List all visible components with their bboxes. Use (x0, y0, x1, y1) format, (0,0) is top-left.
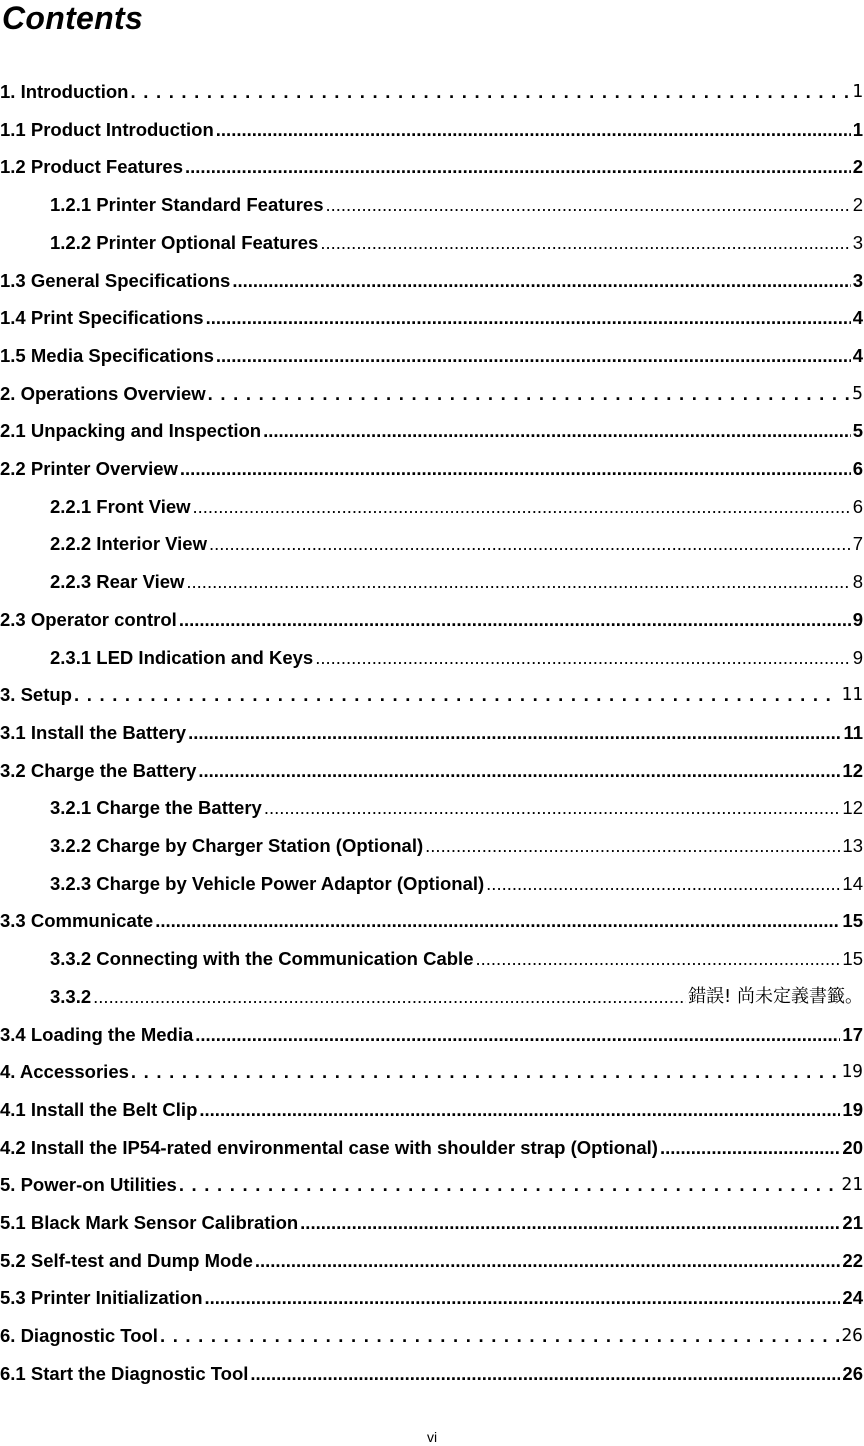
toc-entry[interactable] (0, 718, 864, 748)
toc-entry[interactable] (0, 77, 864, 107)
toc-entry-label: 4.1 Install the Belt Clip (0, 1098, 198, 1120)
toc-entry-page: 4 (852, 307, 863, 329)
toc-entry-page: 5 (852, 382, 863, 404)
toc-entry-label: 2.2.1 Front View (50, 495, 191, 517)
toc-entry-label: 2.2 Printer Overview (0, 458, 178, 479)
toc-entry[interactable] (0, 982, 864, 1012)
toc-entry-label: 2.1 Unpacking and Inspection (0, 420, 262, 442)
toc-entry[interactable] (0, 266, 864, 296)
dot-leader (300, 1208, 840, 1238)
toc-entry-page: 1 (852, 118, 863, 140)
dot-leader (216, 341, 851, 371)
dot-leader (326, 190, 851, 220)
toc-entry-label: 1.5 Media Specifications (0, 344, 214, 366)
toc-entry[interactable] (0, 831, 864, 861)
toc-entry-label: 6.1 Start the Diagnostic Tool (0, 1362, 249, 1384)
dot-leader (263, 416, 851, 446)
toc-entry[interactable] (0, 529, 864, 559)
toc-entry-label: 3.2.1 Charge the Battery (50, 797, 262, 819)
toc-entry-page: 22 (842, 1249, 863, 1271)
toc-entry-label: 3.3 Communicate (0, 910, 154, 932)
dot-leader (320, 228, 850, 258)
toc-entry-page: 24 (842, 1287, 863, 1309)
dot-leader (93, 982, 686, 1012)
toc-entry-page: 9 (852, 608, 863, 630)
toc-entry-label: 3.3.2 (50, 985, 92, 1007)
toc-entry[interactable] (0, 303, 864, 333)
toc-entry-label: 1.3 General Specifications (0, 269, 231, 291)
toc-entry[interactable] (0, 1246, 864, 1276)
toc-entry-page: 19 (841, 1061, 863, 1083)
dot-leader (130, 77, 850, 107)
toc-entry[interactable] (0, 944, 864, 974)
toc-entry[interactable] (0, 379, 864, 409)
toc-entry-page: 26 (842, 1362, 863, 1384)
toc-entry-page: 17 (842, 1023, 863, 1045)
toc-entry-page: 7 (852, 533, 863, 555)
toc-entry[interactable] (0, 454, 864, 484)
toc-entry-label: 4. Accessories (0, 1061, 129, 1083)
toc-entry-page: 21 (841, 1174, 863, 1196)
bookmark-error-text: 錯誤! 尚未定義書籤。 (688, 985, 863, 1007)
toc-entry-page: 5 (852, 420, 863, 442)
toc-entry[interactable] (0, 1133, 864, 1163)
dot-leader (155, 906, 840, 936)
toc-entry-label: 1.1 Product Introduction (0, 118, 214, 140)
dot-leader (180, 454, 851, 484)
toc-entry-label: 3.2 Charge the Battery (0, 759, 197, 781)
toc-entry-label: 3.4 Loading the Media (0, 1023, 194, 1045)
toc-entry[interactable] (0, 1095, 864, 1125)
toc-entry-page: 19 (842, 1098, 863, 1120)
dot-leader (425, 831, 840, 861)
dot-leader (188, 718, 841, 748)
toc-entry[interactable] (0, 1321, 864, 1351)
toc-entry-label: 1.4 Print Specifications (0, 307, 204, 329)
dot-leader (250, 1359, 840, 1389)
page-number-footer: vi (426, 1429, 438, 1445)
toc-entry[interactable] (0, 1057, 864, 1087)
toc-entry[interactable] (0, 1208, 864, 1238)
dot-leader (264, 793, 841, 823)
dot-leader (179, 1170, 840, 1200)
dot-leader (193, 492, 851, 522)
dot-leader (179, 605, 851, 635)
toc-entry-page: 3 (852, 269, 863, 291)
toc-entry[interactable] (0, 869, 864, 899)
toc-entry-page: 3 (852, 231, 863, 253)
toc-entry[interactable] (0, 416, 864, 446)
toc-entry-label: 2.3 Operator control (0, 608, 177, 630)
toc-entry-page: 8 (852, 571, 863, 593)
toc-entry-page: 12 (842, 797, 863, 819)
dot-leader (232, 266, 850, 296)
toc-entry-page: 13 (842, 835, 863, 856)
toc-entry-label: 5.2 Self-test and Dump Mode (0, 1249, 253, 1271)
toc-entry[interactable] (0, 756, 864, 786)
toc-entry-page: 20 (842, 1136, 863, 1158)
toc-entry-label: 2.3.1 LED Indication and Keys (50, 646, 314, 668)
dot-leader (160, 1321, 839, 1351)
toc-entry-page: 12 (842, 759, 863, 781)
dot-leader (74, 680, 839, 710)
toc-entry-label: 3. Setup (0, 684, 72, 706)
toc-entry-page: 1 (852, 81, 863, 102)
dot-leader (486, 869, 840, 899)
toc-entry[interactable] (0, 680, 864, 710)
toc-entry-label: 5.3 Printer Initialization (0, 1287, 203, 1309)
dot-leader (131, 1057, 839, 1087)
toc-entry[interactable] (0, 115, 864, 145)
dot-leader (476, 944, 841, 974)
toc-entry[interactable] (0, 152, 864, 182)
dot-leader (195, 1020, 840, 1050)
dot-leader (205, 1283, 841, 1313)
dot-leader (186, 567, 850, 597)
toc-entry-page: 11 (841, 684, 863, 706)
toc-entry[interactable] (0, 643, 864, 673)
dot-leader (198, 756, 840, 786)
toc-entry[interactable] (0, 906, 864, 936)
dot-leader (216, 115, 851, 145)
toc-entry-page: 21 (842, 1212, 863, 1233)
toc-entry-label: 3.3.2 Connecting with the Communication Cable (50, 948, 474, 970)
dot-leader (206, 303, 851, 333)
toc-entry-label: 3.2.2 Charge by Charger Station (Optional) (50, 835, 424, 856)
toc-entry[interactable] (0, 341, 864, 371)
toc-entry-label: 2.2.2 Interior View (50, 533, 207, 555)
dot-leader (660, 1133, 840, 1163)
toc-entry-label: 1. Introduction (0, 81, 129, 102)
toc-entry[interactable] (0, 228, 864, 258)
toc-entry[interactable] (0, 1359, 864, 1389)
toc-entry-label: 1.2.1 Printer Standard Features (50, 194, 324, 216)
toc-entry[interactable] (0, 605, 864, 635)
toc-entry-page: 6 (852, 458, 863, 479)
toc-entry-page: 2 (852, 156, 863, 178)
dot-leader (255, 1246, 841, 1276)
toc-entry[interactable] (0, 1020, 864, 1050)
toc-entry-label: 2. Operations Overview (0, 382, 206, 404)
page-title: Contents (2, 0, 144, 36)
toc-entry-label: 5.1 Black Mark Sensor Calibration (0, 1212, 299, 1233)
toc-entry-page: 2 (852, 194, 863, 216)
toc-entry-label: 3.1 Install the Battery (0, 721, 187, 743)
toc-entry[interactable] (0, 1170, 864, 1200)
toc-entry-label: 4.2 Install the IP54-rated environmental case with shoulder strap (Optional) (0, 1136, 658, 1158)
toc-entry-label: 2.2.3 Rear View (50, 571, 185, 593)
toc-entry-page: 15 (842, 948, 863, 970)
toc-entry[interactable] (0, 492, 864, 522)
toc-entry[interactable] (0, 1283, 864, 1313)
dot-leader (199, 1095, 840, 1125)
toc-entry-page: 14 (842, 872, 863, 894)
toc-entry[interactable] (0, 793, 864, 823)
dot-leader (185, 152, 851, 182)
toc-entry-page: 26 (841, 1325, 863, 1347)
toc-entry-page: 4 (852, 344, 863, 366)
toc-entry-label: 1.2.2 Printer Optional Features (50, 231, 319, 253)
toc-entry-label: 1.2 Product Features (0, 156, 184, 178)
toc-entry-page: 11 (843, 721, 863, 743)
dot-leader (208, 379, 851, 409)
toc-entry-page: 15 (842, 910, 863, 932)
dot-leader (209, 529, 851, 559)
toc-entry[interactable] (0, 567, 864, 597)
toc-entry-label: 3.2.3 Charge by Vehicle Power Adaptor (Optional) (50, 872, 485, 894)
toc-entry[interactable] (0, 190, 864, 220)
toc-entry-page: 6 (852, 495, 863, 517)
toc-entry-label: 6. Diagnostic Tool (0, 1325, 158, 1347)
toc-entry-page: 9 (852, 646, 863, 668)
toc-entry-label: 5. Power-on Utilities (0, 1174, 177, 1196)
dot-leader (315, 643, 851, 673)
